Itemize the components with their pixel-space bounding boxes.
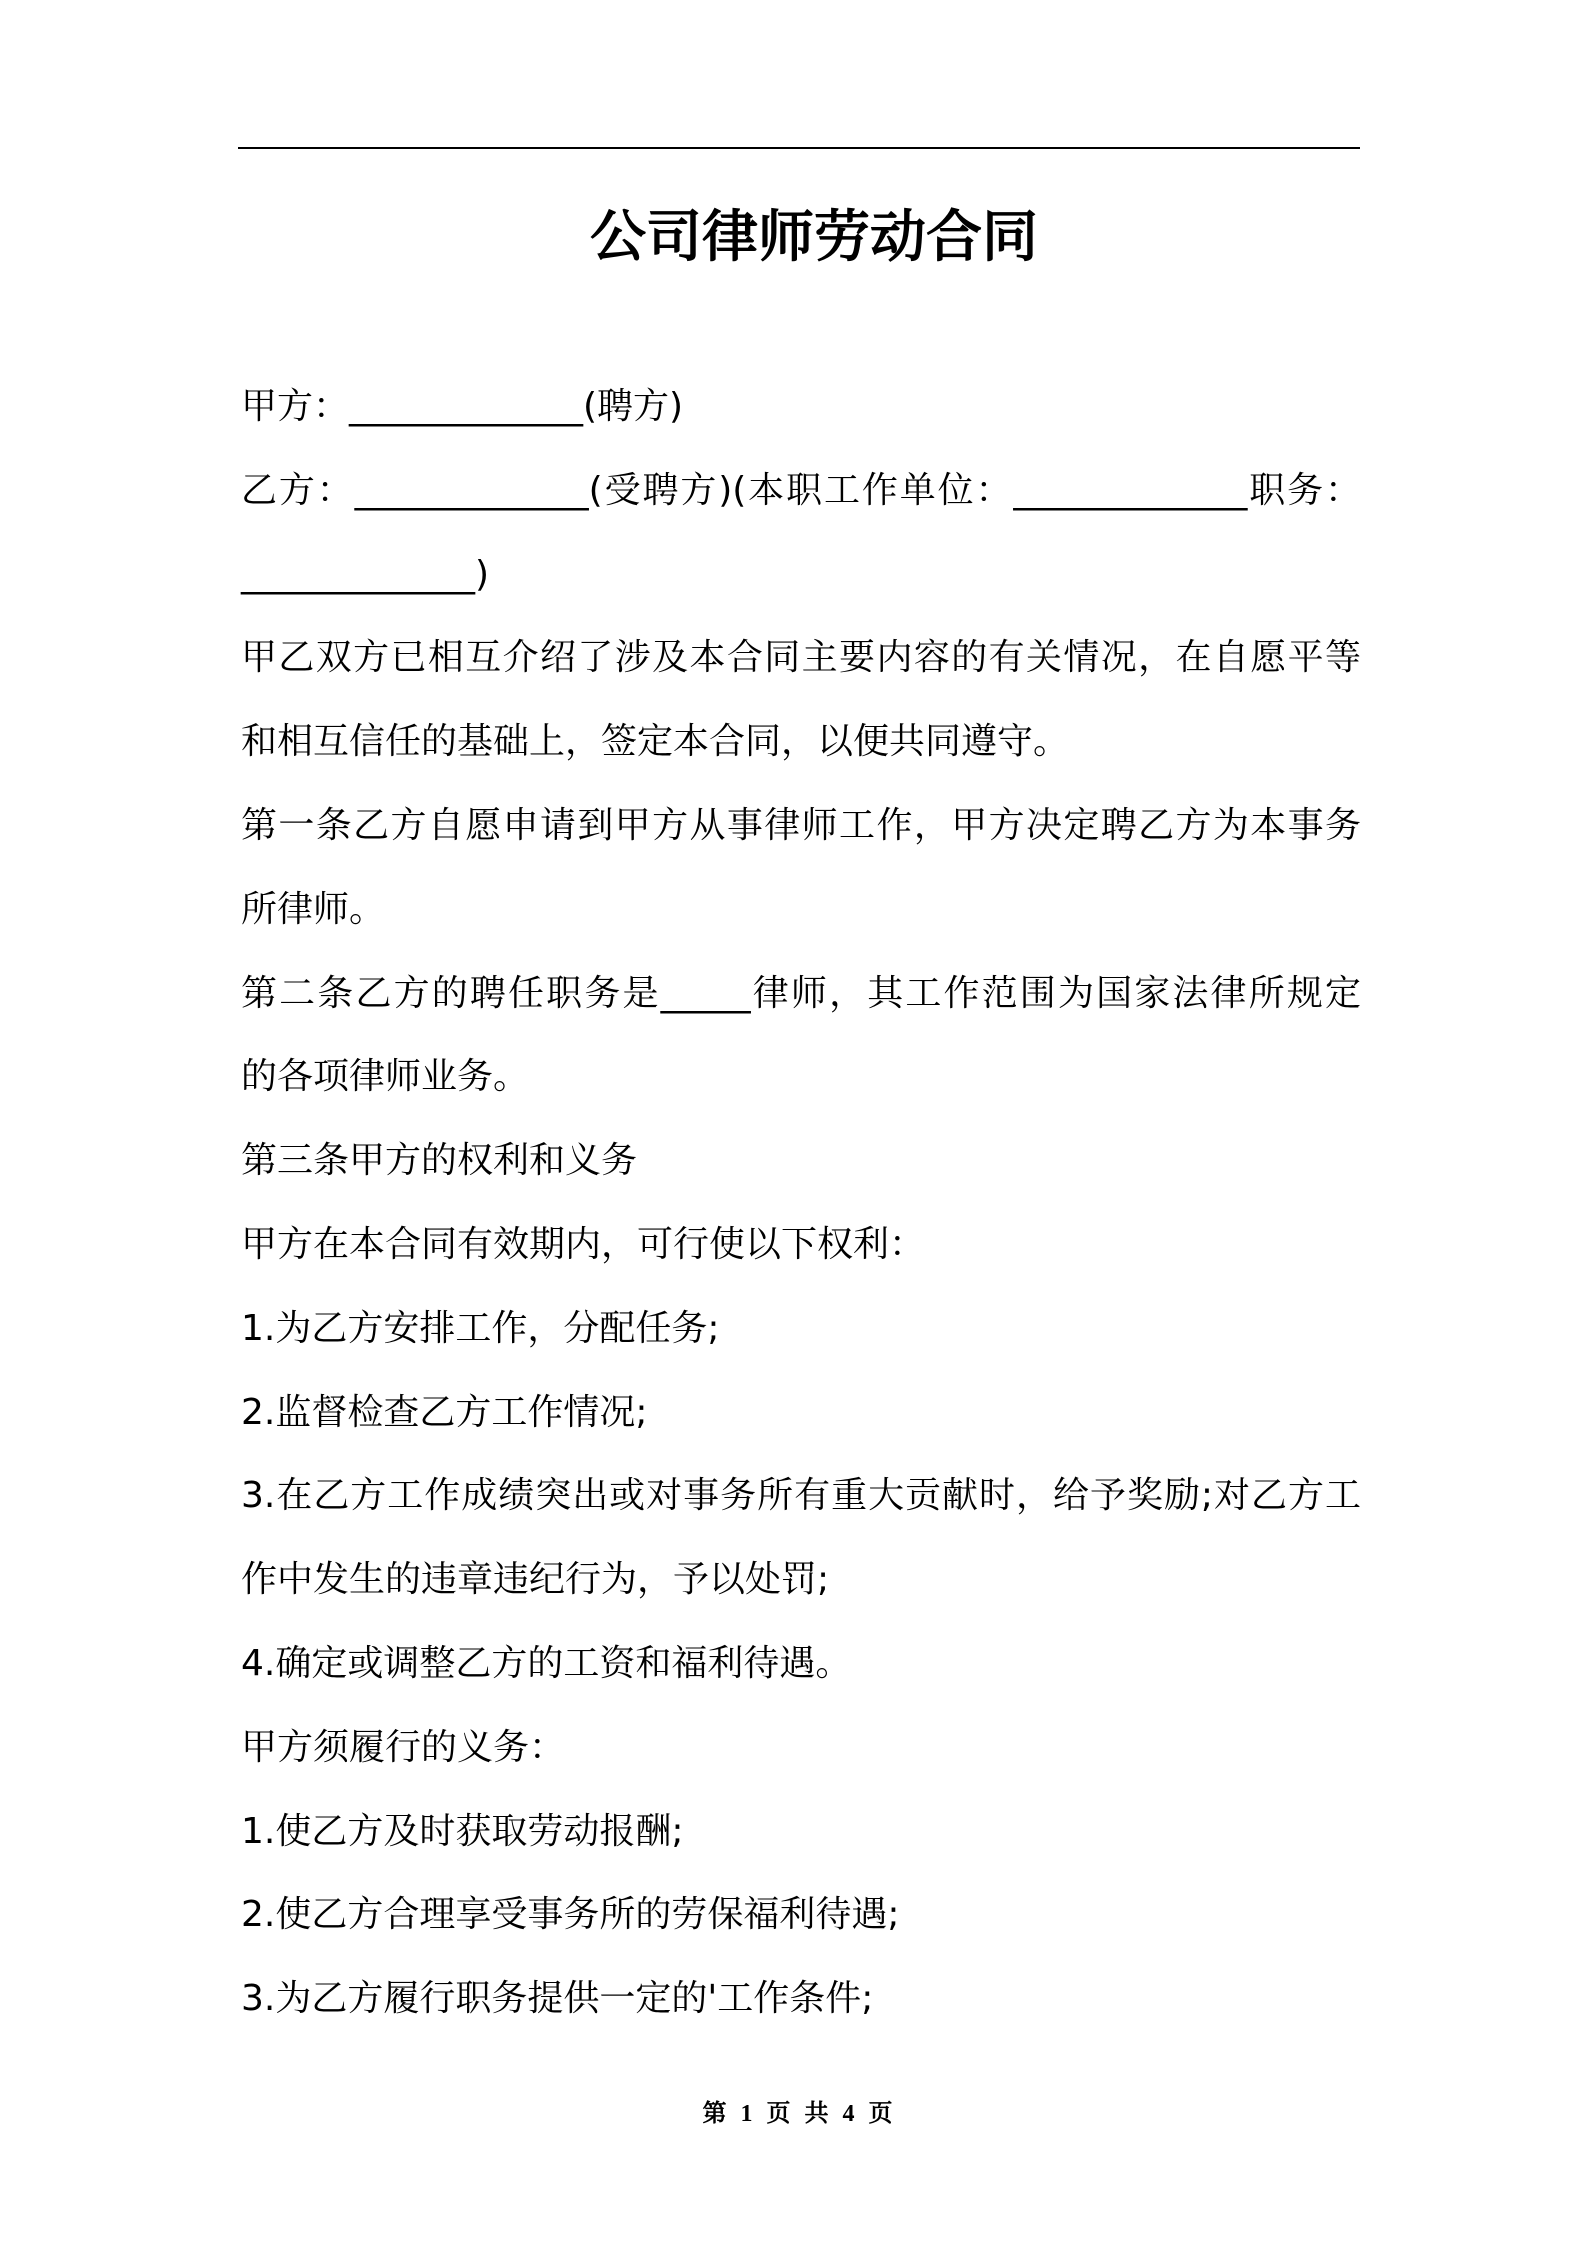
text-line: 和相互信任的基础上，签定本合同，以便共同遵守。 <box>241 721 1070 763</box>
page-number-label: 第 1 页 共 4 页 <box>702 2101 896 2127</box>
text-line: 第一条乙方自愿申请到甲方从事律师工作，甲方决定聘乙方为本事务 <box>241 804 1361 846</box>
party-a-duty-item <box>241 1790 1361 1874</box>
party-a-right-item <box>241 1287 1361 1371</box>
text-line: 甲方在本合同有效期内，可行使以下权利： <box>241 1223 926 1265</box>
header-rule <box>238 147 1360 149</box>
party-a-rights-intro <box>241 1203 1361 1287</box>
party-a-duties-intro <box>241 1706 1361 1790</box>
party-a-right-item <box>241 1454 1361 1622</box>
document-title: 公司律师劳动合同 <box>590 205 1038 270</box>
preamble-paragraph <box>241 616 1361 784</box>
text-line: _____________) <box>241 553 490 595</box>
text-line: 作中发生的违章违纪行为，予以处罚; <box>241 1559 830 1601</box>
text-line: 第三条甲方的权利和义务 <box>241 1140 638 1182</box>
text-line: 3.在乙方工作成绩突出或对事务所有重大贡献时，给予奖励;对乙方工 <box>241 1475 1361 1517</box>
text-line: 4.确定或调整乙方的工资和福利待遇。 <box>241 1642 852 1684</box>
article-3-heading <box>241 1119 1361 1203</box>
document-body <box>241 365 1361 2041</box>
party-a-duty-item <box>241 1957 1361 2041</box>
text-line: 3.为乙方履行职务提供一定的'工作条件; <box>241 1978 874 2020</box>
party-b-field <box>241 449 1361 617</box>
text-line: 的各项律师业务。 <box>241 1056 530 1098</box>
party-a-duty-item <box>241 1873 1361 1957</box>
text-line: 所律师。 <box>241 888 386 930</box>
party-a-right-item <box>241 1371 1361 1455</box>
text-line: 第二条乙方的聘任职务是_____律师，其工作范围为国家法律所规定 <box>241 972 1361 1014</box>
party-a-right-item <box>241 1622 1361 1706</box>
text-line: 1.使乙方及时获取劳动报酬; <box>241 1810 684 1852</box>
article-2-paragraph <box>241 952 1361 1120</box>
text-line: 2.使乙方合理享受事务所的劳保福利待遇; <box>241 1894 900 1936</box>
text-line: 1.为乙方安排工作，分配任务; <box>241 1307 720 1349</box>
text-line: 甲方须履行的义务： <box>241 1726 566 1768</box>
text-line: 乙方：_____________(受聘方)(本职工作单位：_____________职务： <box>241 469 1361 511</box>
text-line: 甲乙双方已相互介绍了涉及本合同主要内容的有关情况，在自愿平等 <box>241 637 1361 679</box>
party-a-field <box>241 365 1361 449</box>
text-line: 2.监督检查乙方工作情况; <box>241 1391 648 1433</box>
article-1-paragraph <box>241 784 1361 952</box>
text-line: 甲方：_____________(聘方) <box>241 386 684 427</box>
